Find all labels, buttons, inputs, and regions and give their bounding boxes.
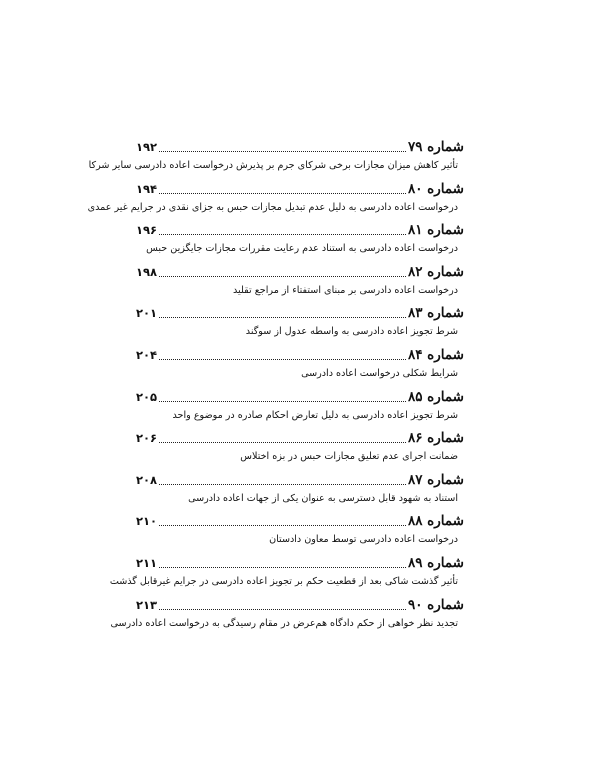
entry-title: ضمانت اجرای عدم تعلیق مجازات حبس در بزه اختلاس <box>240 451 458 463</box>
toc-entry[interactable] <box>136 512 464 554</box>
page-number: ۲۰۶ <box>136 431 158 446</box>
toc-entry[interactable] <box>136 263 464 305</box>
dot-leader <box>159 234 406 235</box>
toc-entry[interactable] <box>110 596 464 638</box>
page-number: ۲۰۵ <box>136 389 158 404</box>
entry-title: شرایط شکلی درخواست اعاده دادرسی <box>301 367 458 379</box>
table-of-contents <box>87 138 464 637</box>
page-number: ۲۱۳ <box>136 597 158 612</box>
entry-number: شماره ۹۰ <box>407 596 464 613</box>
entry-title: تأثیر گذشت شاکی بعد از قطعیت حکم بر تجویز اعاده دادرسی در جرایم غیرقابل گذشت <box>109 575 458 587</box>
entry-title: تأثیر کاهش میزان مجازات برخی شرکای جرم بر پذیرش درخواست اعاده دادرسی سایر شرکا <box>88 160 458 171</box>
toc-entry[interactable] <box>136 388 464 430</box>
dot-leader <box>159 276 406 277</box>
entry-number: شماره ۸۱ <box>407 222 464 239</box>
entry-number: شماره ۸۳ <box>407 305 464 322</box>
entry-number: شماره ۸۶ <box>407 430 464 447</box>
entry-title: شرط تجویز اعاده دادرسی به واسطه عدول از سوگند <box>245 326 458 338</box>
toc-entry[interactable] <box>136 221 464 263</box>
dot-leader <box>159 317 406 318</box>
entry-number: شماره ۸۴ <box>407 346 464 363</box>
entry-title: استناد به شهود قابل دسترسی به عنوان یکی از جهات اعاده دادرسی <box>188 492 458 504</box>
entry-number: شماره ۸۵ <box>407 388 464 405</box>
entry-number: شماره ۸۹ <box>407 554 464 571</box>
dot-leader <box>159 442 406 443</box>
entry-title: درخواست اعاده دادرسی بر مبنای استفتاء از مراجع تقلید <box>233 284 458 296</box>
entry-title: درخواست اعاده دادرسی به دلیل عدم تبدیل مجازات حبس به جزای نقدی در جرایم غیر عمدی <box>87 201 458 213</box>
page-number: ۲۱۰ <box>136 514 158 529</box>
entry-number: شماره ۷۹ <box>407 139 464 155</box>
page-number: ۱۹۸ <box>136 264 158 279</box>
entry-title: شرط تجویز اعاده دادرسی به دلیل تعارض احکام صادره در موضوع واحد <box>172 409 458 421</box>
toc-entry[interactable] <box>87 180 464 222</box>
toc-entry[interactable] <box>136 429 464 471</box>
page-number: ۱۹۶ <box>136 223 158 238</box>
entry-number: شماره ۸۰ <box>407 180 464 197</box>
entry-number: شماره ۸۲ <box>407 263 464 280</box>
dot-leader <box>159 401 406 402</box>
toc-entry[interactable] <box>136 304 464 346</box>
dot-leader <box>159 567 406 568</box>
toc-entry[interactable] <box>136 346 464 388</box>
toc-entry[interactable] <box>136 471 464 513</box>
dot-leader <box>159 609 406 610</box>
toc-entry[interactable] <box>88 138 464 180</box>
page-number: ۱۹۴ <box>136 181 158 196</box>
dot-leader <box>159 484 406 485</box>
page-number: ۲۰۱ <box>136 306 158 321</box>
entry-title: تجدید نظر خواهی از حکم دادگاه هم‌عرض در مقام رسیدگی به درخواست اعاده دادرسی <box>110 617 458 629</box>
entry-title: درخواست اعاده دادرسی توسط معاون دادستان <box>269 534 458 546</box>
entry-title: درخواست اعاده دادرسی به استناد عدم رعایت مقررات مجازات جایگزین حبس <box>146 243 458 255</box>
entry-number: شماره ۸۷ <box>407 471 464 488</box>
dot-leader <box>159 525 406 526</box>
toc-entry[interactable] <box>109 554 464 596</box>
page-number: ۱۹۲ <box>136 140 158 154</box>
dot-leader <box>159 151 406 152</box>
page-number: ۲۰۸ <box>136 472 158 487</box>
page-number: ۲۱۱ <box>136 555 158 570</box>
dot-leader <box>159 359 406 360</box>
entry-number: شماره ۸۸ <box>407 513 464 530</box>
page-number: ۲۰۴ <box>136 347 158 362</box>
dot-leader <box>159 193 406 194</box>
